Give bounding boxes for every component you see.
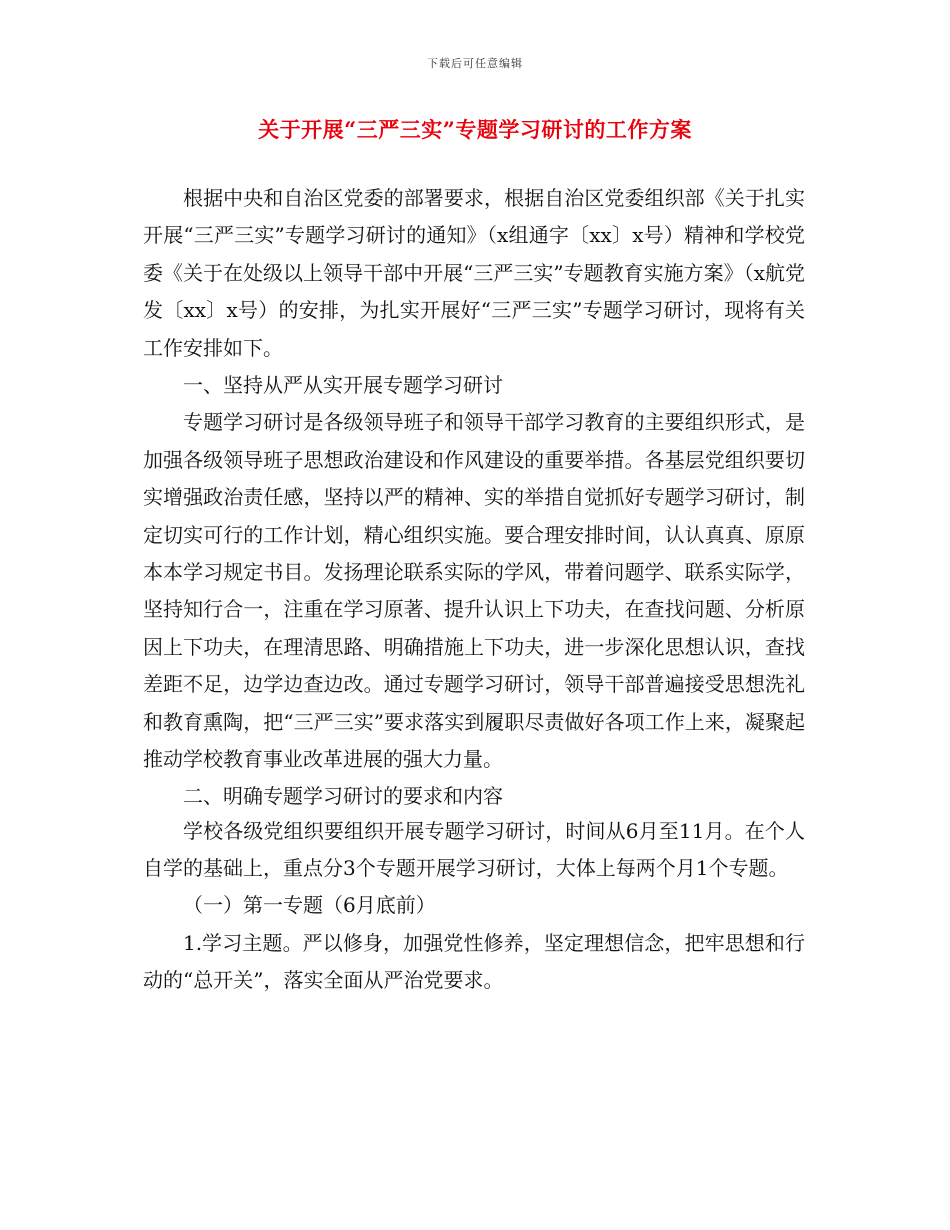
header-note: 下载后可任意编辑: [427, 57, 523, 70]
section-heading-1: 一、坚持从严从实开展专题学习研讨: [183, 373, 503, 398]
section-1-paragraph: 专题学习研讨是各级领导班子和领导干部学习教育的主要组织形式，是加强各级领导班子思想政治建设和作风建设的重要举措。各基层党组织要切实增强政治责任感，坚持以严的精神、实的举措自觉抓好专题学习研讨，制定切实可行的工作计划，精心组织实施。要合理安排时间，认认真真、原原本本学习规定书目。发扬理论联系实际的学风，带着问题学、联系实际学，坚持知行合一，注重在学习原著、提升认识上下功夫，在查找问题、分析原因上下功夫，在理清思路、明确措施上下功夫，进一步深化思想认识，查找差距不足，边学边查边改。通过专题学习研讨，领导干部普遍接受思想洗礼和教育熏陶，把“三严三实”要求落实到履职尽责做好各项工作上来，凝聚起推动学校教育事业改革进展的强大力量。: [143, 410, 805, 772]
document-title: 关于开展“三严三实”专题学习研讨的工作方案: [258, 117, 692, 142]
document-body: [143, 180, 805, 1000]
study-topic-paragraph: 1.学习主题。严以修身，加强党性修养，坚定理想信念，把牢思想和行动的“总开关”，落实全面从严治党要求。: [143, 930, 805, 993]
section-heading-2: 二、明确专题学习研讨的要求和内容: [183, 783, 503, 808]
intro-paragraph: 根据中央和自治区党委的部署要求，根据自治区党委组织部《关于扎实开展“三严三实”专题学习研讨的通知》（x组通字〔xx〕x号）精神和学校党委《关于在处级以上领导干部中开展“三严三实”专题教育实施方案》（x航党发〔xx〕x号）的安排，为扎实开展好“三严三实”专题学习研讨，现将有关工作安排如下。: [143, 186, 805, 360]
section-2-paragraph: 学校各级党组织要组织开展专题学习研讨，时间从6月至11月。在个人自学的基础上，重点分3个专题开展学习研讨，大体上每两个月1个专题。: [143, 818, 805, 880]
subsection-heading-1: （一）第一专题（6月底前）: [183, 893, 436, 918]
